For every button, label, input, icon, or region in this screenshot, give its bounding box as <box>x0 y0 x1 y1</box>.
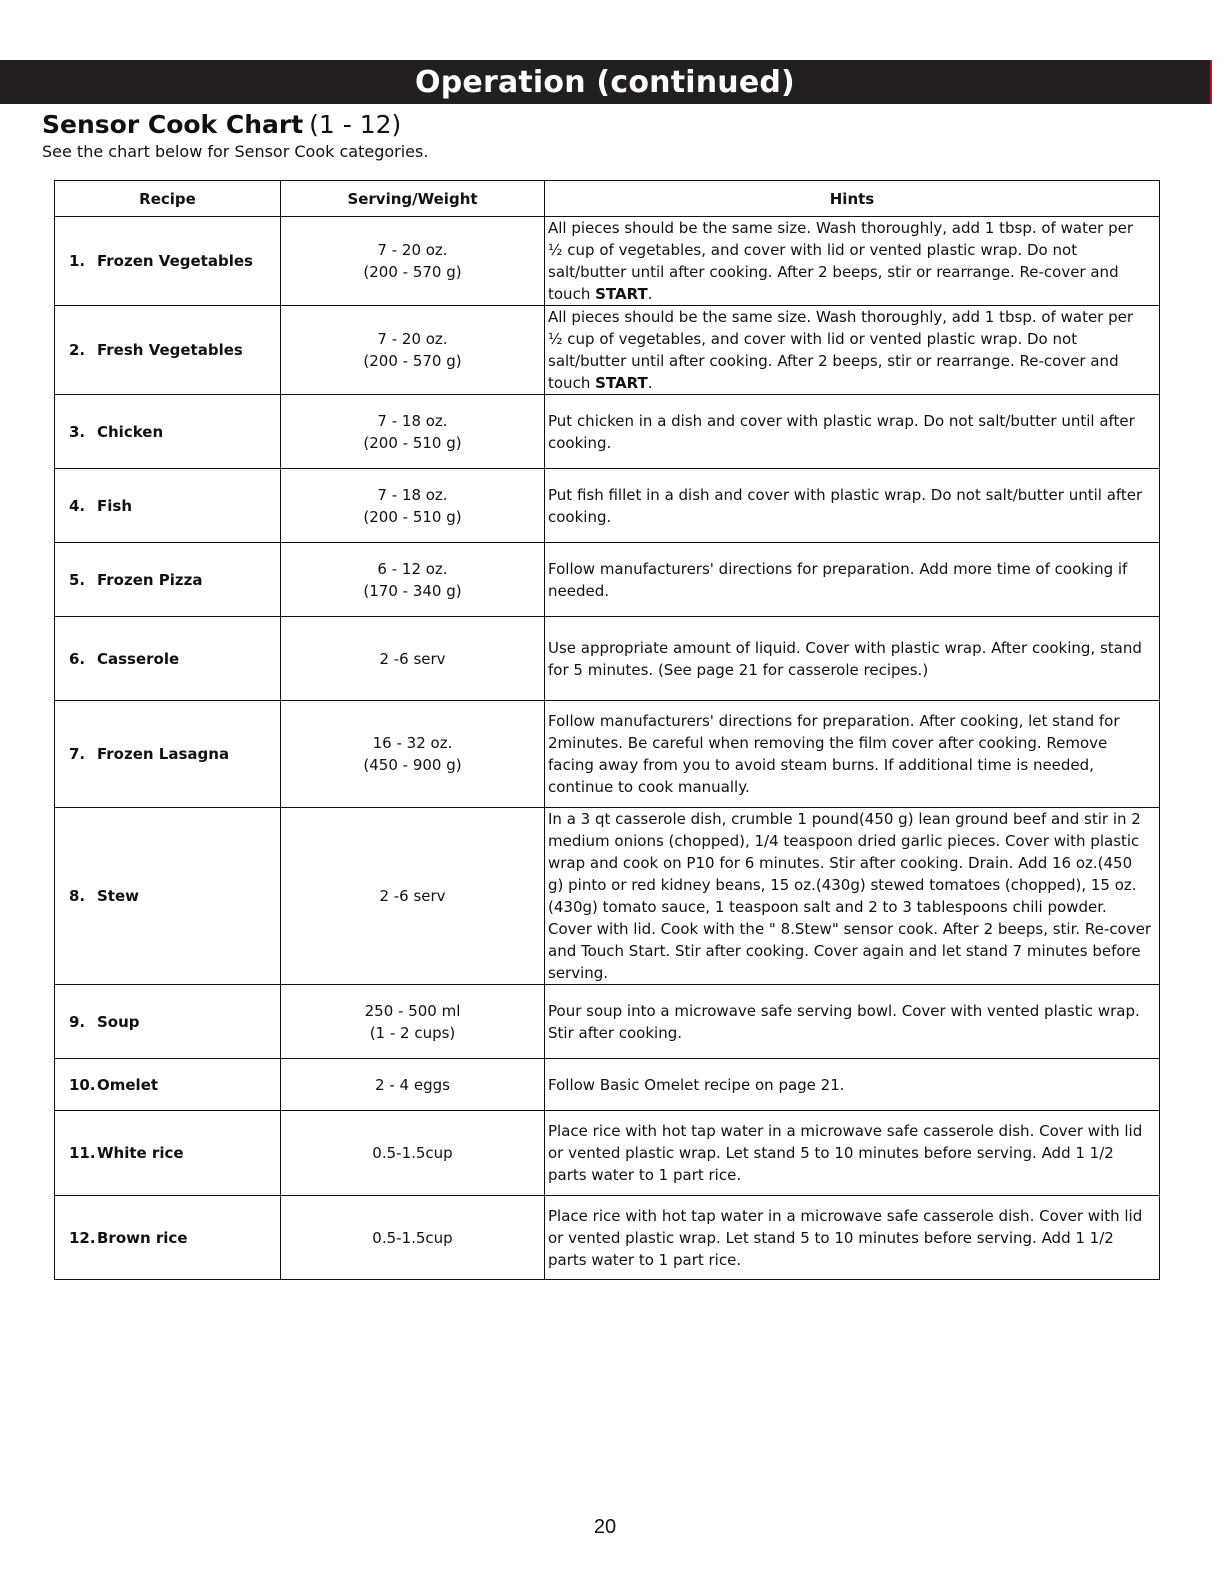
serving-line: 2 -6 serv <box>379 887 446 905</box>
serving-line: 250 - 500 ml <box>364 1001 461 1020</box>
hint-cell <box>545 395 1160 469</box>
section-title-text: Sensor Cook Chart <box>42 110 304 139</box>
serving-line: 7 - 20 oz. <box>377 241 448 259</box>
hint-text: All pieces should be the same size. Wash thoroughly, add 1 tbsp. of water per ½ cup of vegetables, and cover with lid or vented plastic wrap. Do not salt/butter until after cooking. After 2 beeps, stir or rearrange. Re-cover and touch <box>548 308 1134 392</box>
hint-text: Put chicken in a dish and cover with plastic wrap. Do not salt/butter until after cooking. <box>548 411 1135 452</box>
serving-line: (200 - 510 g) <box>363 433 462 452</box>
table-header-row <box>55 181 1160 217</box>
recipe-name: Fresh Vegetables <box>97 341 243 359</box>
hint-cell <box>545 1196 1160 1280</box>
page-header-title: Operation (continued) <box>415 64 795 100</box>
recipe-cell <box>55 306 281 395</box>
serving-line: (200 - 570 g) <box>363 263 462 281</box>
recipe-number: 2. <box>69 341 86 359</box>
hint-cell <box>545 985 1160 1059</box>
serving-line: 7 - 18 oz. <box>377 485 448 504</box>
table-row <box>55 543 1160 617</box>
serving-cell <box>281 1196 545 1280</box>
serving-cell <box>281 701 545 808</box>
serving-line: 0.5-1.5cup <box>372 1144 453 1162</box>
serving-line: 7 - 20 oz. <box>377 330 448 348</box>
serving-cell <box>281 306 545 395</box>
serving-cell <box>281 808 545 985</box>
table-row <box>55 985 1160 1059</box>
hint-text: Put fish fillet in a dish and cover with plastic wrap. Do not salt/butter until after cooking. <box>548 485 1143 526</box>
serving-line: 6 - 12 oz. <box>377 559 448 578</box>
hint-cell <box>545 1111 1160 1196</box>
recipe-number: 4. <box>69 496 86 515</box>
hint-cell <box>545 306 1160 395</box>
recipe-cell <box>55 217 281 306</box>
recipe-name: Frozen Pizza <box>97 570 203 589</box>
recipe-name: Omelet <box>97 1075 159 1094</box>
hint-text: In a 3 qt casserole dish, crumble 1 pound(450 g) lean ground beef and stir in 2 medium onions (chopped), 1/4 teaspoon dried garlic pieces. Cover with plastic wrap and cook on P10 for 6 minutes. Stir after cooking. Drain. Add 16 oz.(450 g) pinto or red kidney beans, 15 oz.(430g) stewed tomatoes (chopped), 15 oz.(430g) tomato sauce, 1 teaspoon salt and 2 to 3 tablespoons chili powder. Cover with lid. Cook with the " 8.Stew" sensor cook. After 2 beeps, stir. Re-cover and Touch Start. Stir after cooking. Cover again and let stand 7 minutes before serving. <box>548 810 1152 982</box>
hint-start-keyword: START <box>595 285 648 303</box>
table-row <box>55 469 1160 543</box>
hint-tail: . <box>647 374 653 392</box>
serving-cell <box>281 395 545 469</box>
serving-line: (170 - 340 g) <box>363 581 462 600</box>
table-row <box>55 617 1160 701</box>
serving-line: (200 - 510 g) <box>363 507 462 526</box>
hint-text: Follow manufacturers' directions for preparation. After cooking, let stand for 2minutes. Be careful when removing the film cover after cooking. Remove facing away from you to avoid steam burns. If additional time is needed, continue to cook manually. <box>548 712 1120 796</box>
serving-line: 0.5-1.5cup <box>372 1228 453 1247</box>
hint-cell <box>545 1059 1160 1111</box>
serving-line: 16 - 32 oz. <box>372 734 453 752</box>
section-title-range: (1 - 12) <box>309 110 402 139</box>
hint-cell <box>545 617 1160 701</box>
serving-cell <box>281 217 545 306</box>
hint-cell <box>545 217 1160 306</box>
table-row <box>55 306 1160 395</box>
recipe-cell <box>55 395 281 469</box>
hint-tail: . <box>647 285 653 303</box>
hint-cell <box>545 701 1160 808</box>
column-header-recipe: Recipe <box>55 181 281 217</box>
recipe-name: Fish <box>97 496 132 515</box>
recipe-cell <box>55 1059 281 1111</box>
recipe-cell <box>55 469 281 543</box>
recipe-name: Frozen Vegetables <box>97 252 253 270</box>
recipe-number: 7. <box>69 745 86 763</box>
hint-text: Follow Basic Omelet recipe on page 21. <box>548 1075 845 1094</box>
recipe-number: 12. <box>69 1228 96 1247</box>
serving-line: 7 - 18 oz. <box>377 411 448 430</box>
serving-cell <box>281 617 545 701</box>
serving-cell <box>281 543 545 617</box>
recipe-cell <box>55 543 281 617</box>
recipe-name: Brown rice <box>97 1228 188 1247</box>
serving-cell <box>281 469 545 543</box>
recipe-name: White rice <box>97 1144 184 1162</box>
recipe-number: 8. <box>69 887 86 905</box>
serving-cell <box>281 1111 545 1196</box>
header-banner <box>0 60 1212 104</box>
serving-line: (200 - 570 g) <box>363 352 462 370</box>
recipe-cell <box>55 1111 281 1196</box>
recipe-number: 5. <box>69 570 86 589</box>
recipe-name: Chicken <box>97 422 164 441</box>
table-row <box>55 395 1160 469</box>
hint-text: Place rice with hot tap water in a microwave safe casserole dish. Cover with lid or vented plastic wrap. Let stand 5 to 10 minutes before serving. Add 1 1/2 parts water to 1 part rice. <box>548 1206 1143 1269</box>
section-title <box>42 110 401 139</box>
recipe-name: Frozen Lasagna <box>97 745 230 763</box>
recipe-number: 1. <box>69 252 86 270</box>
hint-start-keyword: START <box>595 374 648 392</box>
table-row <box>55 1196 1160 1280</box>
serving-line: 2 -6 serv <box>379 649 446 668</box>
serving-line: (450 - 900 g) <box>363 756 462 774</box>
column-header-serving: Serving/Weight <box>281 181 545 217</box>
recipe-number: 6. <box>69 649 86 668</box>
recipe-cell <box>55 617 281 701</box>
hint-text: Pour soup into a microwave safe serving bowl. Cover with vented plastic wrap. Stir after cooking. <box>548 1001 1140 1042</box>
sensor-cook-table <box>54 180 1160 1280</box>
serving-line: (1 - 2 cups) <box>369 1023 456 1042</box>
hint-text: All pieces should be the same size. Wash thoroughly, add 1 tbsp. of water per ½ cup of vegetables, and cover with lid or vented plastic wrap. Do not salt/butter until after cooking. After 2 beeps, stir or rearrange. Re-cover and touch <box>548 219 1134 303</box>
table-row <box>55 1059 1160 1111</box>
column-header-hints: Hints <box>545 181 1160 217</box>
serving-cell <box>281 985 545 1059</box>
table-row <box>55 217 1160 306</box>
recipe-number: 11. <box>69 1144 96 1162</box>
table-row <box>55 1111 1160 1196</box>
serving-cell <box>281 1059 545 1111</box>
section-intro: See the chart below for Sensor Cook categories. <box>42 142 429 161</box>
recipe-name: Soup <box>97 1012 140 1031</box>
recipe-cell <box>55 808 281 985</box>
serving-line: 2 - 4 eggs <box>375 1075 450 1094</box>
table-row <box>55 808 1160 985</box>
hint-text: Follow manufacturers' directions for preparation. Add more time of cooking if needed. <box>548 559 1128 600</box>
recipe-number: 9. <box>69 1012 86 1031</box>
hint-text: Place rice with hot tap water in a microwave safe casserole dish. Cover with lid or vented plastic wrap. Let stand 5 to 10 minutes before serving. Add 1 1/2 parts water to 1 part rice. <box>548 1122 1143 1184</box>
recipe-number: 3. <box>69 422 86 441</box>
recipe-cell <box>55 1196 281 1280</box>
hint-cell <box>545 469 1160 543</box>
hint-text: Use appropriate amount of liquid. Cover with plastic wrap. After cooking, stand for 5 minutes. (See page 21 for casserole recipes.) <box>548 638 1142 679</box>
recipe-name: Stew <box>97 887 140 905</box>
recipe-name: Casserole <box>97 649 180 668</box>
recipe-cell <box>55 985 281 1059</box>
hint-cell <box>545 543 1160 617</box>
hint-cell <box>545 808 1160 985</box>
page-number: 20 <box>593 1516 617 1538</box>
recipe-number: 10. <box>69 1075 96 1094</box>
table-row <box>55 701 1160 808</box>
recipe-cell <box>55 701 281 808</box>
